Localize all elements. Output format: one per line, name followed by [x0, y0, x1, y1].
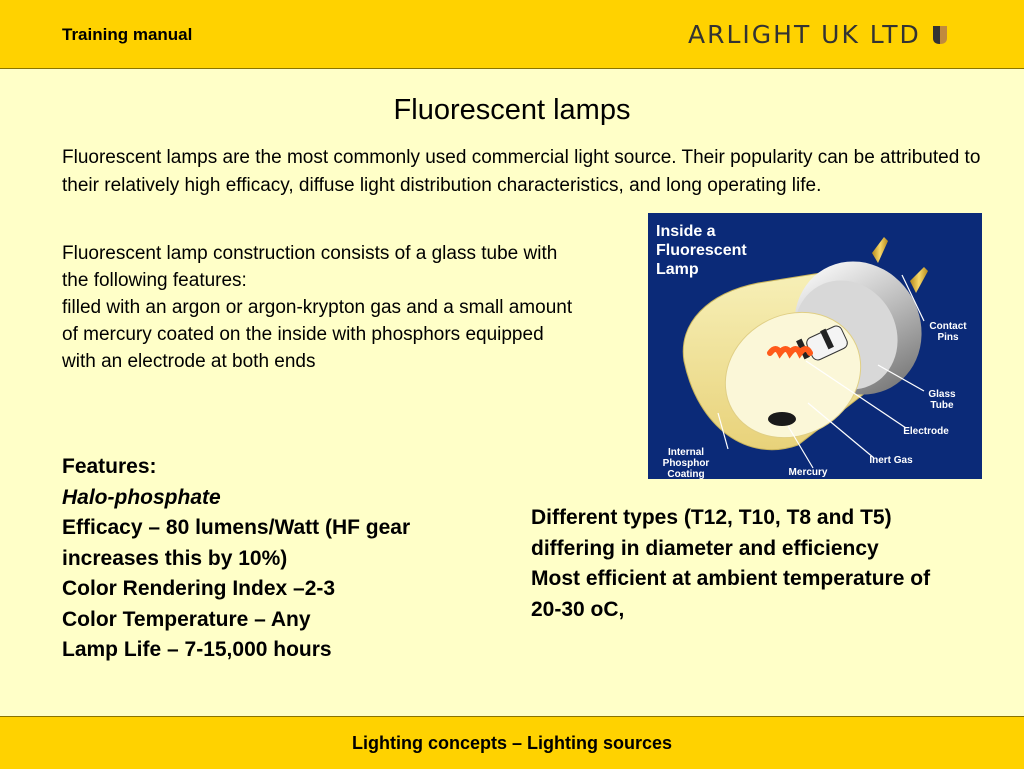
- footer-text: Lighting concepts – Lighting sources: [351, 733, 673, 753]
- company-logo: [688, 20, 949, 49]
- feature-item: Efficacy – 80 lumens/Watt (HF gear increases this by 10%): [62, 516, 411, 570]
- label-electrode: Electrode: [903, 426, 949, 437]
- logo-mark-icon: [931, 24, 949, 46]
- construction-line: filled with an argon or argon-krypton gas and a small amount of mercury coated on the inside with phosphors equipped with an electrode at both ends: [62, 297, 573, 372]
- types-line: Different types (T12, T10, T8 and T5) differing in diameter and efficiency: [531, 506, 892, 560]
- label-phosphor: Phosphor: [662, 458, 710, 469]
- manual-label: Training manual: [62, 25, 193, 44]
- label-mercury: Mercury: [788, 467, 828, 478]
- diagram-title-line: Lamp: [656, 261, 699, 278]
- logo-text: ARLIGHT UK LTD: [688, 20, 921, 49]
- construction-text: [62, 240, 582, 375]
- diagram-title-line: Fluorescent: [656, 242, 747, 259]
- label-glass-tube: Tube: [930, 400, 954, 411]
- mercury-icon: [768, 412, 796, 426]
- lamp-diagram: [648, 213, 982, 479]
- label-contact-pins: Contact: [929, 321, 967, 332]
- footer-bar: [0, 716, 1024, 769]
- features-heading: Features:: [62, 455, 157, 478]
- label-phosphor: Coating: [667, 469, 705, 479]
- slide-title: Fluorescent lamps: [393, 94, 631, 126]
- features-list: [62, 452, 462, 666]
- feature-item: Color Rendering Index –2-3: [62, 577, 336, 600]
- construction-line: Fluorescent lamp construction consists of a glass tube with the following features:: [62, 243, 558, 291]
- diagram-title: [656, 223, 747, 278]
- feature-item: Color Temperature – Any: [62, 607, 311, 631]
- label-inert-gas: Inert Gas: [869, 455, 913, 466]
- intro-paragraph: Fluorescent lamps are the most commonly used commercial light source. Their popularity can be attributed to their relatively high efficacy, diffuse light distribution characteristics, and long operating life.: [62, 147, 981, 196]
- feature-item: Lamp Life – 7-15,000 hours: [62, 638, 332, 661]
- label-phosphor: Internal: [667, 447, 705, 458]
- label-glass-tube: Glass: [928, 389, 956, 400]
- types-line: Most efficient at ambient temperature of 20-30 oC,: [531, 567, 931, 621]
- features-subheading: Halo-phosphate: [62, 485, 221, 509]
- lamp-types-text: [531, 503, 951, 625]
- label-contact-pins: Pins: [937, 332, 959, 343]
- header-bar: [0, 0, 1024, 69]
- diagram-title-line: Inside a: [656, 223, 716, 240]
